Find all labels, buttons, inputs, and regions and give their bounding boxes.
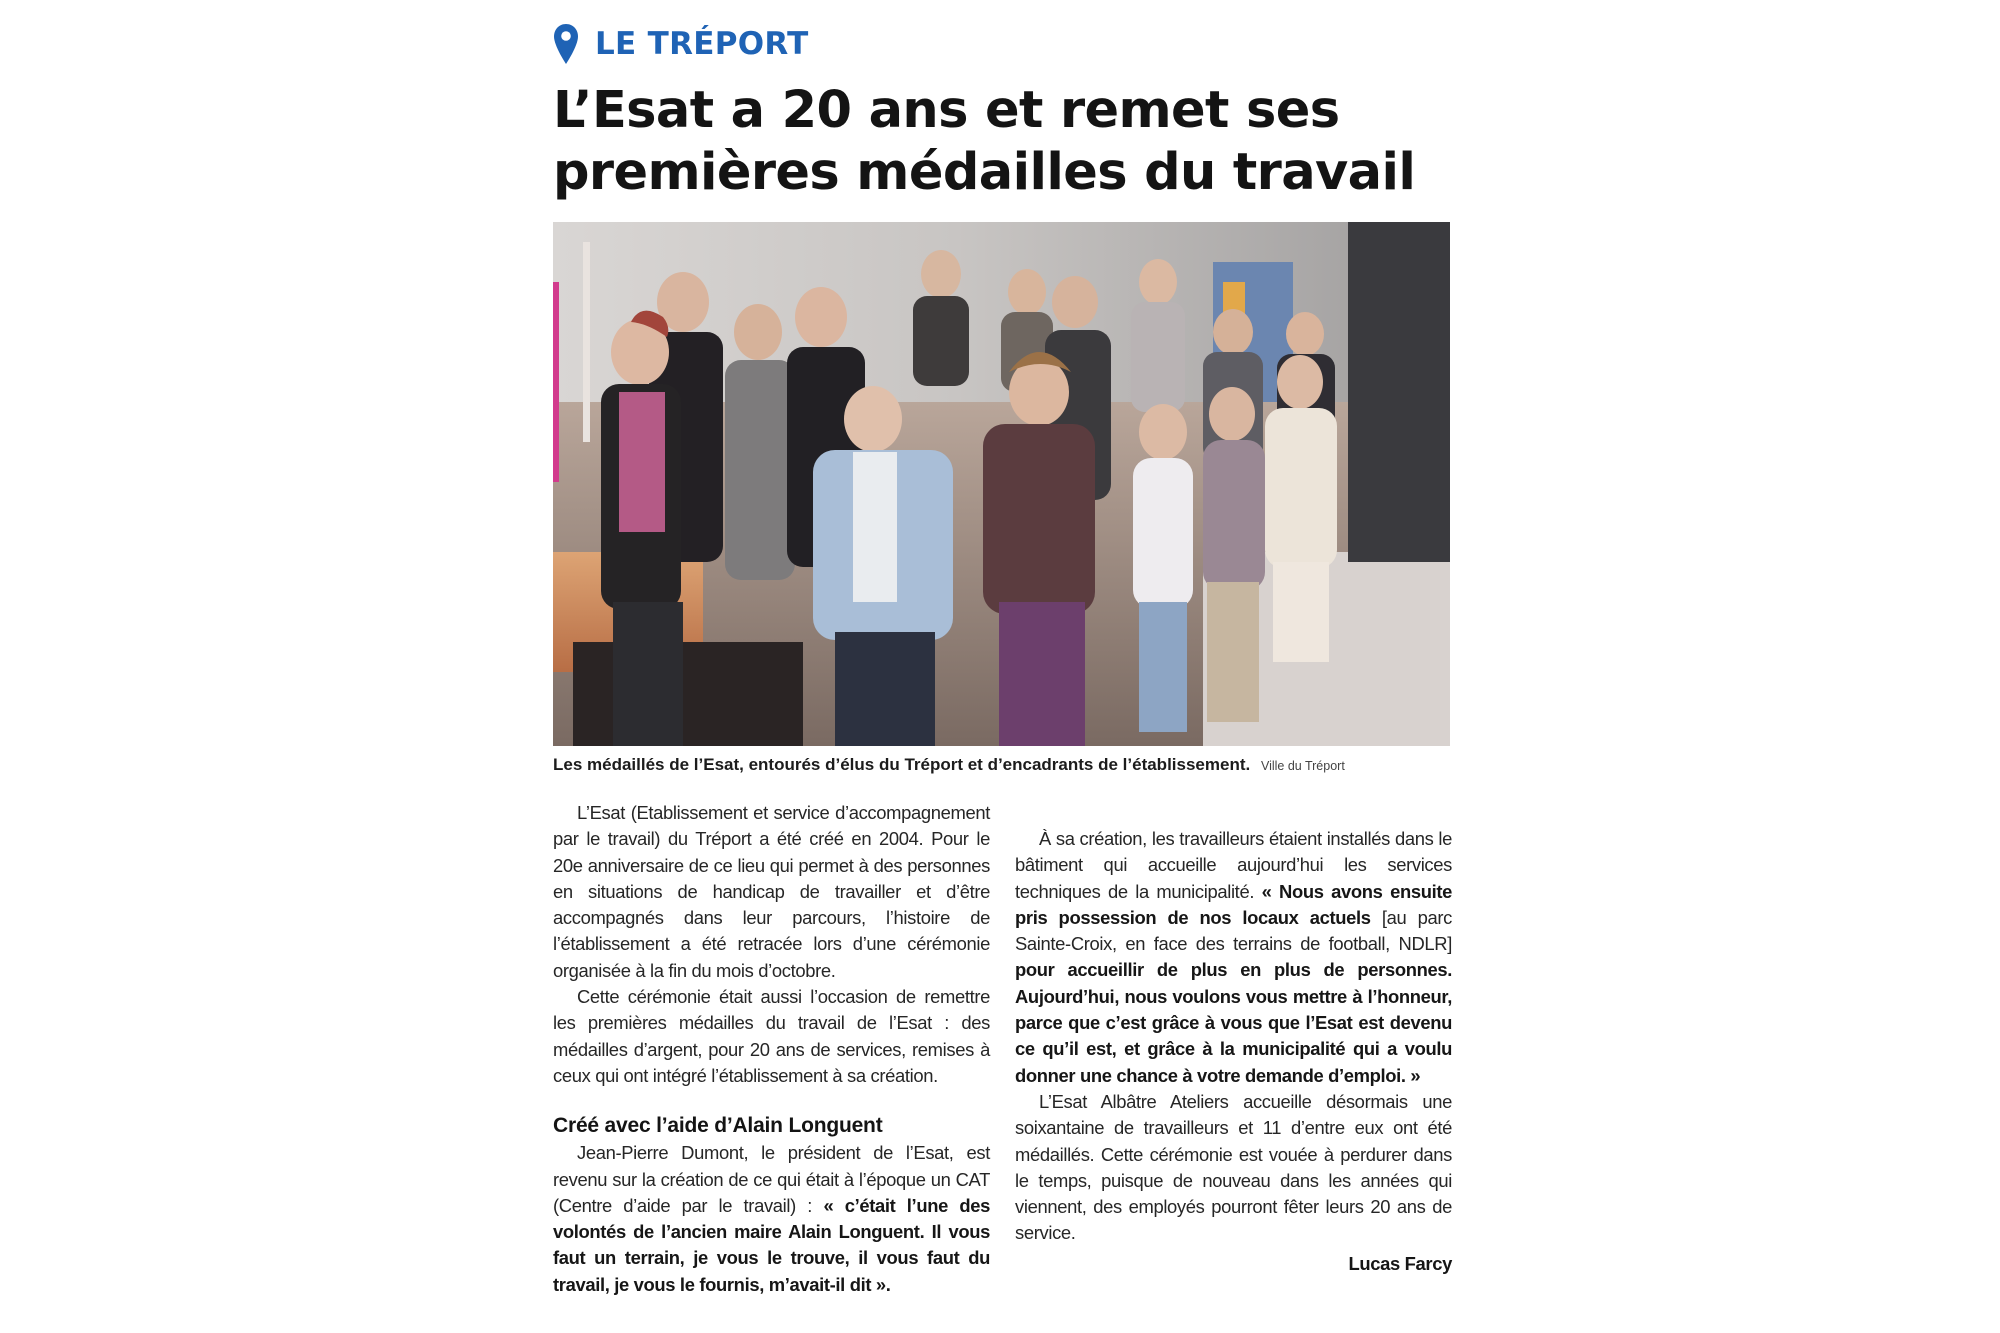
article-column-left	[553, 800, 990, 1298]
article-column-right	[1015, 826, 1452, 1277]
person	[913, 250, 969, 386]
person	[1131, 259, 1185, 412]
quote-text: « Nous avons ensuite pris possession de nos locaux actuels	[1015, 880, 1453, 928]
headline-line-2: premières médailles du travail	[553, 143, 1416, 202]
article-paragraph	[1015, 826, 1452, 1089]
location-pin-icon	[553, 23, 579, 65]
location-kicker	[553, 22, 809, 66]
author-byline: Lucas Farcy	[1348, 1252, 1452, 1274]
article-headline	[553, 80, 1473, 204]
article-paragraph	[553, 1140, 990, 1298]
article-paragraph: L’Esat Albâtre Ateliers accueille désormais une soixantaine de travailleurs et 11 d’entre eux ont été médaillés. Cette cérémonie est vouée à perdurer dans le temps, puisque de nouveau dans les années qui viennent, des employés pourront fêter leurs 20 ans de service.	[1015, 1090, 1452, 1244]
location-name: LE TRÉPORT	[595, 26, 809, 62]
group-photo	[553, 222, 1450, 746]
caption-text: Les médaillés de l’Esat, entourés d’élus du Tréport et d’encadrants de l’établissement.	[553, 755, 1251, 774]
paragraph-text: Jean-Pierre Dumont, le président de l’Esat, est revenu sur la création de ce qui était à l’époque un CAT (Centre d’aide par le travail) :	[553, 1142, 990, 1216]
article-subheading: Créé avec l’aide d’Alain Longuent	[553, 1114, 883, 1138]
photo-caption	[553, 752, 1450, 778]
paragraph-text: À sa création, les travailleurs étaient installés dans le bâtiment qui accueille aujourd’hui les services techniques de la municipalité.	[1015, 828, 1452, 902]
article-paragraph: L’Esat (Etablissement et service d’accompagnement par le travail) du Tréport a été créé en 2004. Pour le 20e anniversaire de ce lieu qui permet à des personnes en situations de handicap de travailler et d’être accompagnés dans leur parcours, l’histoire de l’établissement a été retracée lors d’une cérémonie organisée à la fin du mois d’octobre.	[553, 802, 990, 981]
photo-credit: Ville du Tréport	[1260, 759, 1345, 773]
quote-text: « c’était l’une des volontés de l’ancien maire Alain Longuent. Il vous faut un terrain, je vous le trouve, il vous faut du travail, je vous le fournis, m’avait-il dit ».	[553, 1194, 990, 1295]
headline-line-1: L’Esat a 20 ans et remet ses	[553, 81, 1340, 140]
quote-text: pour accueillir de plus en plus de personnes. Aujourd’hui, nous voulons vous mettre à l’honneur, parce que c’est grâce à vous que l’Esat est devenu ce qu’il est, et grâce à la municipalité qui a voulu donner une chance à votre demande d’emploi. »	[1015, 959, 1452, 1086]
article-paragraph: Cette cérémonie était aussi l’occasion de remettre les premières médailles du travail de l’Esat : des médailles d’argent, pour 20 ans de services, remises à ceux qui ont intégré l’établissement à sa création.	[553, 986, 990, 1086]
editor-note: [au parc Sainte-Croix, en face des terrains de football, NDLR]	[1015, 906, 1452, 955]
